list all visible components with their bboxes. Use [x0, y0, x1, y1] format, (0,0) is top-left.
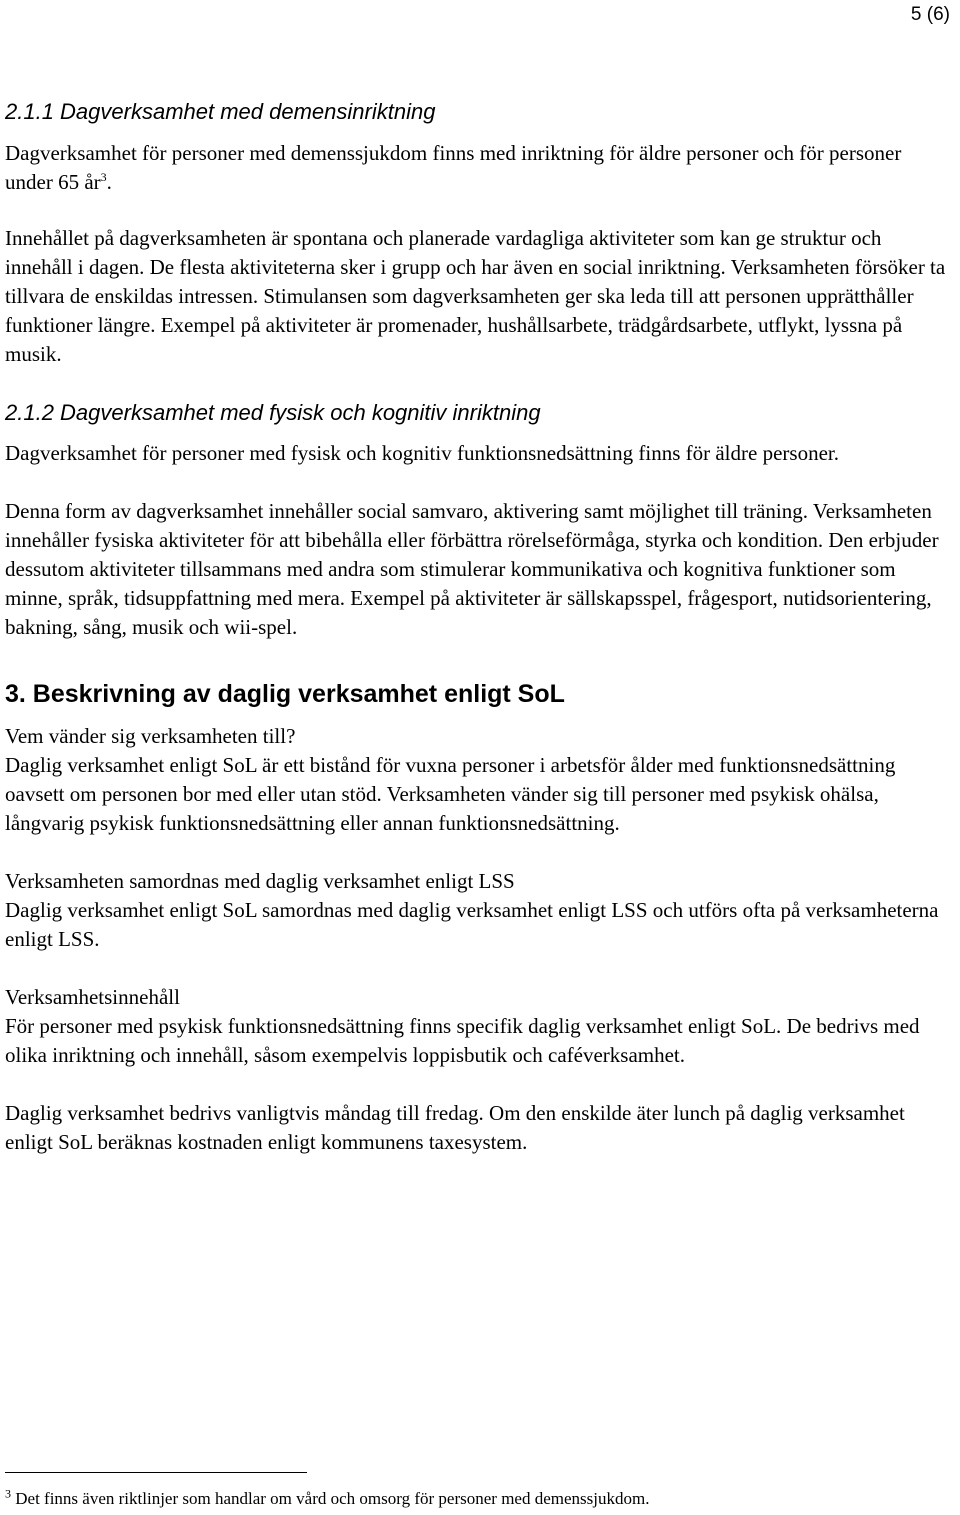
section-3-subheading-target-group: Vem vänder sig verksamheten till?: [5, 724, 296, 748]
footnote-text: Det finns även riktlinjer som handlar om vård och omsorg för personer med demenssjukdom.: [15, 1489, 650, 1508]
section-3-paragraph-target-group: Daglig verksamhet enligt SoL är ett bistånd för vuxna personer i arbetsför ålder med funktionsnedsättning oavsett om personen bor med eller utan stöd. Verksamheten vänder sig till personer med psykisk ohälsa, långvarig psykisk funktionsnedsättning eller annan funktionsnedsättning.: [5, 753, 896, 835]
section-2-1-1-paragraph-2: Innehållet på dagverksamheten är spontana och planerade vardagliga aktiviteter som kan ge struktur och innehåll i dagen. De flesta aktiviteterna sker i grupp och har även en social inriktning. Verksamheten försöker ta tillvara de enskildas intressen. Stimulansen som dagverksamheten ger ska leda till att personen upprätthåller funktioner längre. Exempel på aktiviteter är promenader, hushållsarbete, trädgårdsarbete, utflykt, lyssna på musik.: [5, 226, 946, 366]
section-2-1-1-paragraph-1-text: Dagverksamhet för personer med demenssjukdom finns med inriktning för äldre personer och för personer under 65 år: [5, 141, 902, 194]
page-number: 5 (6): [910, 4, 950, 25]
section-3-subheading-content: Verksamhetsinnehåll: [5, 985, 180, 1009]
section-3-subheading-lss: Verksamheten samordnas med daglig verksamhet enligt LSS: [5, 869, 515, 893]
footnote-separator: [5, 1472, 307, 1473]
section-2-1-1-paragraph-1-end: .: [106, 170, 112, 194]
section-2-1-1-heading: 2.1.1 Dagverksamhet med demensinriktning: [5, 99, 436, 124]
footnote: [5, 1488, 945, 1510]
section-2-1-2-paragraph-2: Denna form av dagverksamhet innehåller social samvaro, aktivering samt möjlighet till träning. Verksamheten innehåller fysiska aktiviteter för att bibehålla eller förbättra rörelseförmåga, styrka och kondition. Den erbjuder dessutom aktiviteter tillsammans med andra som stimulerar kommunikativa och kognitiva funktioner som minne, språk, tidsuppfattning med mera. Exempel på aktiviteter är sällskapsspel, frågesport, nutidsorientering, bakning, sång, musik och wii-spel.: [5, 499, 939, 639]
footnote-number: 3: [5, 1486, 11, 1501]
section-3-paragraph-schedule: Daglig verksamhet bedrivs vanligtvis måndag till fredag. Om den enskilde äter lunch på daglig verksamhet enligt SoL beräknas kostnaden enligt kommunens taxesystem.: [5, 1101, 905, 1154]
section-2-1-2-heading: 2.1.2 Dagverksamhet med fysisk och kognitiv inriktning: [5, 400, 541, 425]
footnote-reference: 3: [100, 170, 107, 184]
section-3-paragraph-content: För personer med psykisk funktionsnedsättning finns specifik daglig verksamhet enligt SoL. De bedrivs med olika inriktning och innehåll, såsom exempelvis loppisbutik och caféverksamhet.: [5, 1014, 920, 1067]
section-2-1-2-paragraph-1: Dagverksamhet för personer med fysisk och kognitiv funktionsnedsättning finns för äldre personer.: [5, 441, 839, 465]
section-2-1-1-paragraph-1: [5, 139, 950, 197]
section-3-paragraph-lss: Daglig verksamhet enligt SoL samordnas med daglig verksamhet enligt LSS och utförs ofta på verksamheterna enligt LSS.: [5, 898, 939, 951]
document-body: [5, 97, 950, 1157]
section-3-heading: 3. Beskrivning av daglig verksamhet enligt SoL: [5, 680, 565, 708]
